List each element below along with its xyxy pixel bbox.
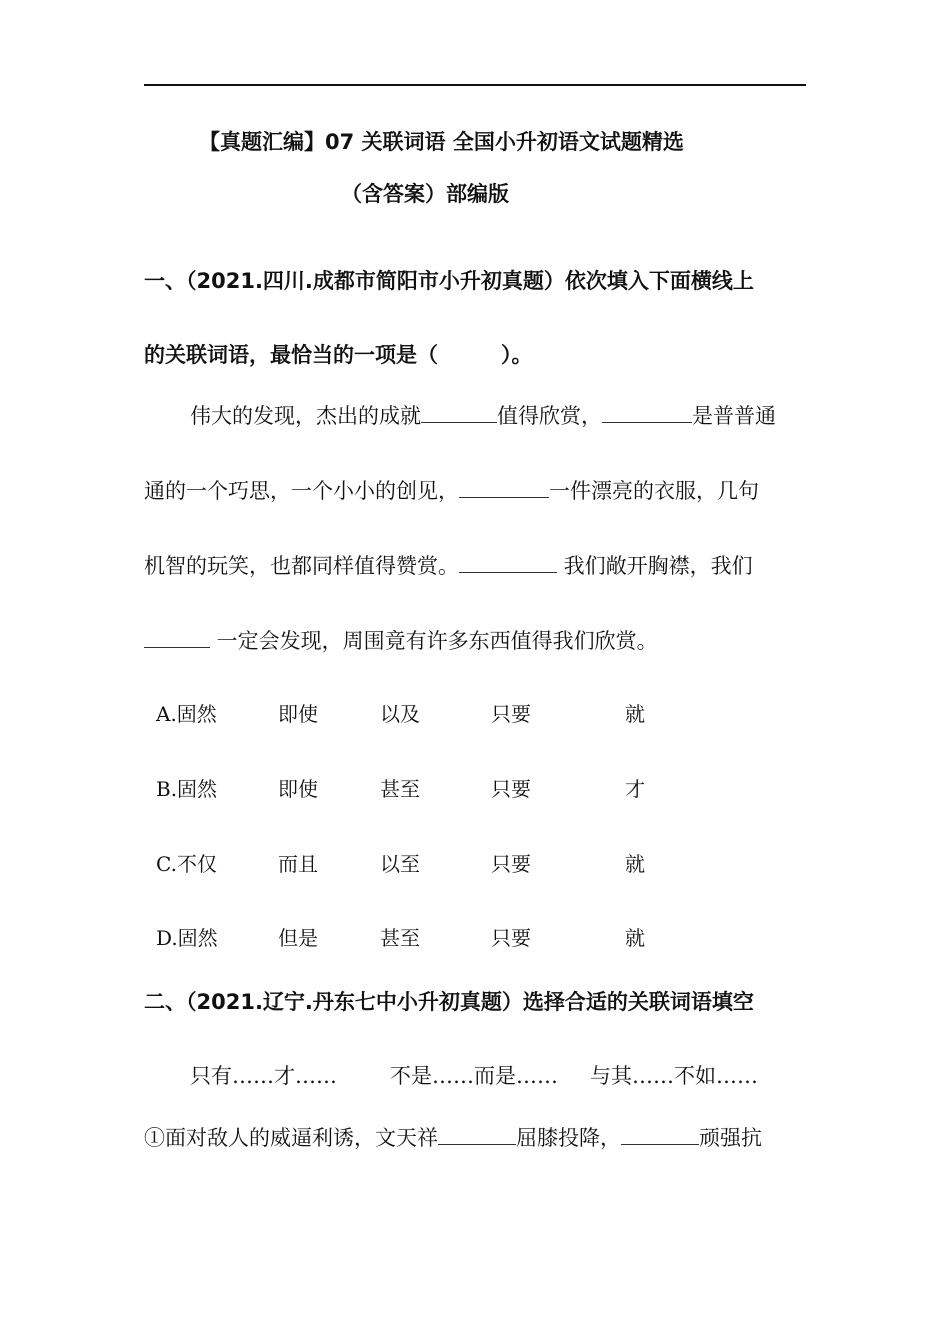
passage-text: 伟大的发现，杰出的成就: [190, 404, 421, 428]
answer-blank: [459, 554, 557, 573]
option-b-word4: 只要: [491, 777, 531, 801]
answer-blank: [602, 404, 692, 423]
q2-sentence-1: [144, 1125, 762, 1151]
sentence-text: ①面对敌人的威逼利诱，文天祥: [144, 1126, 438, 1150]
passage-text: 值得欣赏，: [497, 404, 602, 428]
header-rule: [144, 84, 806, 86]
option-c-label: C.不仅: [156, 852, 217, 876]
passage-text: 通的一个巧思，一个小小的创见，: [144, 479, 459, 503]
q2-pair-1: 只有……才……: [190, 1064, 337, 1088]
q2-pair-2: 不是……而是……: [390, 1064, 558, 1088]
passage-text: 机智的玩笑，也都同样值得赞赏。: [144, 554, 459, 578]
option-d-label: D.固然: [156, 926, 218, 950]
answer-blank: [621, 1126, 699, 1145]
option-d-word3: 甚至: [380, 926, 420, 950]
option-a-word4: 只要: [491, 702, 531, 726]
option-b-word3: 甚至: [380, 777, 420, 801]
passage-text: 一件漂亮的衣服，几句: [549, 479, 759, 503]
sentence-text: 顽强抗: [699, 1126, 762, 1150]
passage-text: 是普普通: [692, 404, 776, 428]
answer-blank: [438, 1126, 516, 1145]
sentence-text: 屈膝投降，: [516, 1126, 621, 1150]
doc-title-line1: 【真题汇编】07 关联词语 全国小升初语文试题精选: [199, 130, 684, 154]
option-b-word5: 才: [625, 777, 645, 801]
option-d-word4: 只要: [491, 926, 531, 950]
option-c-word3: 以至: [380, 852, 420, 876]
answer-blank: [144, 629, 210, 648]
option-a-word2: 即使: [278, 702, 318, 726]
option-b-word2: 即使: [278, 777, 318, 801]
option-c-word4: 只要: [491, 852, 531, 876]
option-c-word2: 而且: [278, 852, 318, 876]
option-a-word5: 就: [625, 702, 645, 726]
passage-text: 我们敞开胸襟，我们: [557, 554, 753, 578]
answer-blank: [459, 479, 549, 498]
q1-passage-line1: [190, 403, 776, 429]
q1-passage-line2: [144, 478, 759, 504]
doc-title-line2: （含答案）部编版: [341, 182, 509, 206]
q1-heading-line1: 一、（2021.四川.成都市简阳市小升初真题）依次填入下面横线上: [144, 269, 754, 293]
q1-passage-line3: [144, 553, 753, 579]
q1-heading-line2: 的关联词语，最恰当的一项是（ ）。: [144, 343, 533, 367]
passage-text: 一定会发现，周围竟有许多东西值得我们欣赏。: [210, 629, 658, 653]
option-a-word3: 以及: [380, 702, 420, 726]
answer-blank: [421, 404, 497, 423]
option-d-word5: 就: [625, 926, 645, 950]
q2-pair-3: 与其……不如……: [590, 1064, 758, 1088]
option-d-word2: 但是: [278, 926, 318, 950]
q1-passage-line4: [144, 628, 658, 654]
option-c-word5: 就: [625, 852, 645, 876]
option-b-label: B.固然: [156, 777, 218, 801]
q2-heading: 二、（2021.辽宁.丹东七中小升初真题）选择合适的关联词语填空: [144, 990, 754, 1014]
option-a-label: A.固然: [156, 702, 217, 726]
